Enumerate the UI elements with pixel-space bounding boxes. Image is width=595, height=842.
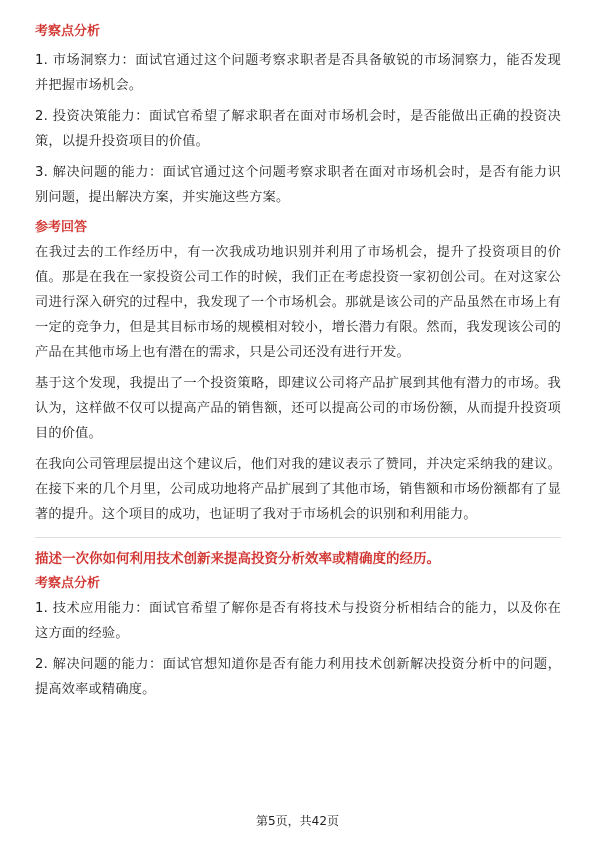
analysis-heading: 考察点分析	[35, 576, 101, 591]
analysis-item: 1. 技术应用能力：面试官希望了解你是否有将技术与投资分析相结合的能力，以及你在这方面的经验。	[35, 601, 561, 641]
analysis-item: 2. 解决问题的能力：面试官想知道你是否有能力利用技术创新解决投资分析中的问题，提高效率或精确度。	[35, 657, 561, 697]
analysis-heading: 考察点分析	[35, 24, 101, 39]
answer-heading: 参考回答	[35, 220, 88, 235]
answer-paragraph: 在我向公司管理层提出这个建议后，他们对我的建议表示了赞同，并决定采纳我的建议。在接下来的几个月里，公司成功地将产品扩展到了其他市场，销售额和市场份额都有了显著的提升。这个项目的成功，也证明了我对于市场机会的识别和利用能力。	[35, 457, 561, 522]
page-indicator: 第5页，共42页	[256, 814, 339, 828]
answer-paragraph: 基于这个发现，我提出了一个投资策略，即建议公司将产品扩展到其他有潜力的市场。我认为，这样做不仅可以提高产品的销售额，还可以提高公司的市场份额，从而提升投资项目的价值。	[35, 376, 561, 441]
analysis-item: 3. 解决问题的能力：面试官通过这个问题考察求职者在面对市场机会时，是否有能力识别问题，提出解决方案，并实施这些方案。	[35, 165, 561, 205]
answer-paragraph: 在我过去的工作经历中，有一次我成功地识别并利用了市场机会，提升了投资项目的价值。那是在我在一家投资公司工作的时候，我们正在考虑投资一家初创公司。在对这家公司进行深入研究的过程中，我发现了一个市场机会。那就是该公司的产品虽然在市场上有一定的竞争力，但是其目标市场的规模相对较小，增长潜力有限。然而，我发现该公司的产品在其他市场上也有潜在的需求，只是公司还没有进行开发。	[35, 245, 561, 360]
spacer	[35, 210, 561, 218]
analysis-item: 2. 投资决策能力：面试官希望了解求职者在面对市场机会时，是否能做出正确的投资决策，以提升投资项目的价值。	[35, 109, 561, 149]
section-divider	[35, 537, 561, 538]
question-title: 描述一次你如何利用技术创新来提高投资分析效率或精确度的经历。	[35, 551, 440, 567]
analysis-item: 1. 市场洞察力：面试官通过这个问题考察求职者是否具备敏锐的市场洞察力，能否发现并把握市场机会。	[35, 53, 561, 93]
document-page	[35, 18, 561, 702]
